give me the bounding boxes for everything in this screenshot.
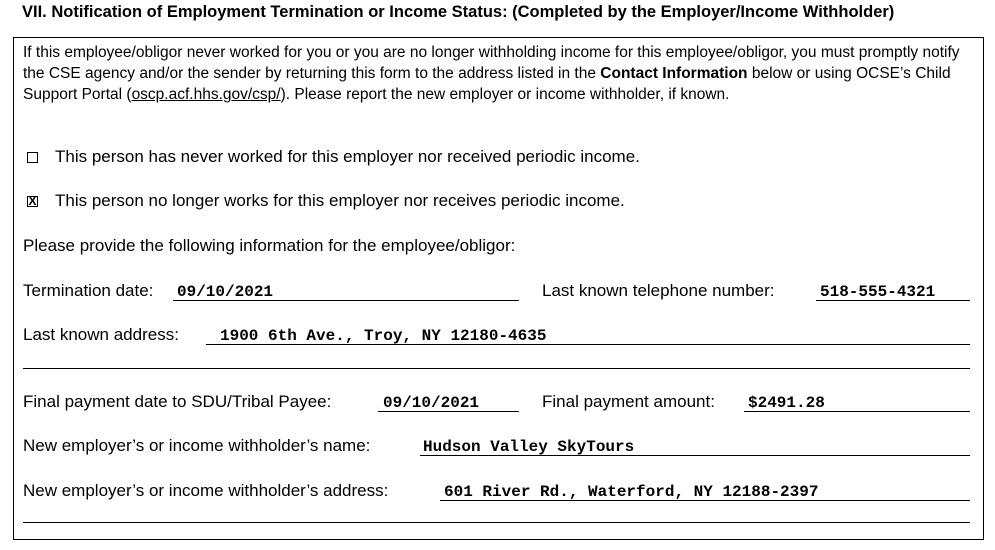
intro-text-1: If this employee/obligor never worked for you or you are no longer withholding income for this employee/obligor, you must promptly notify the CSE agency and/or the sender by returning this form to the address listed in the	[23, 44, 960, 82]
no-longer-works-checkbox[interactable]	[27, 196, 38, 207]
termination-date-line	[173, 300, 519, 301]
never-worked-checkbox[interactable]	[27, 152, 38, 163]
new-employer-address-label: New employer’s or income withholder’s address:	[23, 481, 389, 500]
section-heading: VII. Notification of Employment Termination or Income Status: (Completed by the Employer/Income Withholder)	[22, 3, 895, 21]
instruction-text: Please provide the following information for the employee/obligor:	[23, 236, 516, 255]
no-longer-works-check-mark: X	[28, 194, 37, 208]
new-employer-name-line	[420, 455, 970, 456]
new-employer-name-label: New employer’s or income withholder’s name:	[23, 436, 371, 455]
no-longer-works-label: This person no longer works for this employer nor receives periodic income.	[55, 191, 625, 210]
final-payment-amount-label: Final payment amount:	[542, 392, 715, 411]
last-address-label: Last known address:	[23, 325, 179, 344]
telephone-label: Last known telephone number:	[542, 281, 775, 300]
new-employer-name-value[interactable]: Hudson Valley SkyTours	[423, 438, 635, 456]
intro-text-2: below or using OCSE’s Child Support Portal (	[23, 65, 951, 103]
final-payment-date-label: Final payment date to SDU/Tribal Payee:	[23, 392, 332, 411]
final-payment-amount-line	[744, 411, 970, 412]
final-payment-date-value[interactable]: 09/10/2021	[383, 394, 480, 412]
telephone-value[interactable]: 518-555-4321	[820, 283, 936, 301]
last-address-value[interactable]: 1900 6th Ave., Troy, NY 12180-4635	[220, 327, 547, 345]
intro-paragraph	[23, 42, 973, 105]
new-employer-address-line-2	[23, 522, 970, 523]
last-address-line	[206, 344, 970, 345]
contact-information-reference: Contact Information	[600, 65, 748, 82]
termination-date-value[interactable]: 09/10/2021	[177, 283, 274, 301]
never-worked-label: This person has never worked for this employer nor received periodic income.	[55, 147, 640, 166]
termination-date-label: Termination date:	[23, 281, 154, 300]
final-payment-date-line	[378, 411, 519, 412]
telephone-line	[816, 300, 970, 301]
last-address-line-2	[23, 368, 970, 369]
new-employer-address-value[interactable]: 601 River Rd., Waterford, NY 12188-2397	[444, 483, 819, 501]
portal-link[interactable]: oscp.acf.hhs.gov/csp/	[131, 86, 281, 103]
new-employer-address-line	[440, 500, 970, 501]
final-payment-amount-value[interactable]: $2491.28	[748, 394, 825, 412]
intro-text-3: ). Please report the new employer or income withholder, if known.	[280, 86, 730, 103]
